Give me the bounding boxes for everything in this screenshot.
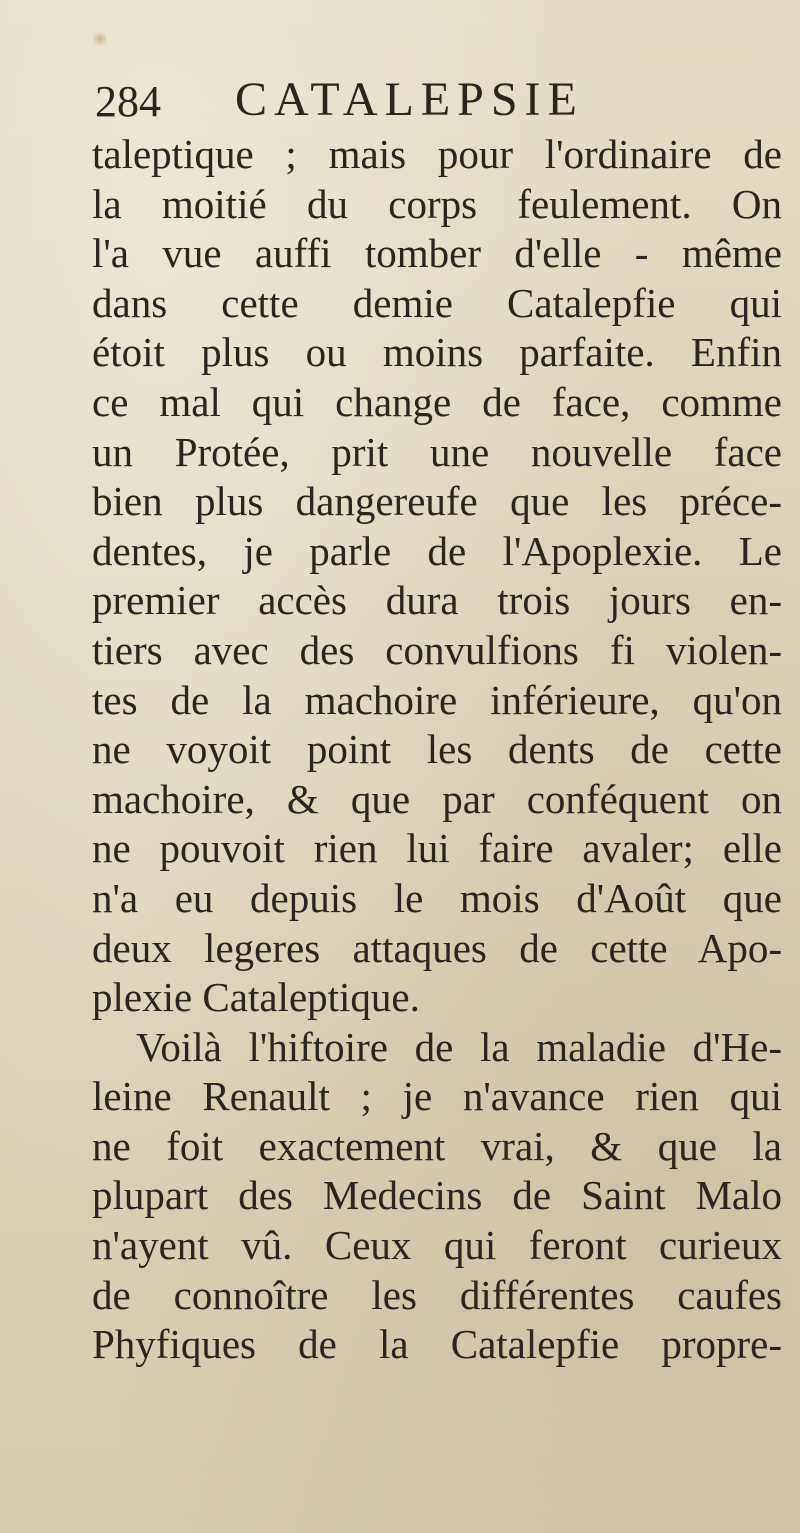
text-line: ce mal qui change de face, comme [92,378,782,425]
text-line: l'a vue auffi tomber d'elle - même [92,230,782,277]
text-line: dentes, je parle de l'Apoplexie. Le [92,527,782,574]
page-header [95,64,705,134]
text-line: taleptique ; mais pour l'ordinaire de [92,131,782,177]
text-line: plupart des Medecins de Saint Malo [92,1172,782,1219]
paper-stain [93,30,107,48]
text-line: tiers avec des convulfions fi violen- [92,626,782,673]
text-line: tes de la machoire inférieure, qu'on [92,676,782,723]
text-line-paragraph-start: Voilà l'hiftoire de la maladie d'He- [136,1023,782,1070]
text-line: bien plus dangereufe que les préce- [92,478,782,525]
text-line: un Protée, prit une nouvelle face [92,428,782,475]
page-number: 284 [95,77,161,126]
text-line: Phyfiques de la Catalepfie propre- [92,1321,782,1368]
running-title: CATALEPSIE [235,73,584,126]
text-line: n'ayent vû. Ceux qui feront curieux [92,1222,782,1269]
text-line: n'a eu depuis le mois d'Août que [92,874,782,921]
text-line-paragraph-end: plexie Cataleptique. [92,974,420,1021]
text-line: ne pouvoit rien lui faire avaler; elle [92,825,782,872]
body-text [92,130,782,1370]
text-line: de connoître les différentes caufes [92,1271,782,1318]
text-line: la moitié du corps feulement. On [92,180,782,227]
text-line: ne foit exactement vrai, & que la [92,1122,782,1169]
text-line: ne voyoit point les dents de cette [92,726,782,773]
text-line: machoire, & que par conféquent on [92,775,782,822]
text-line: leine Renault ; je n'avance rien qui [92,1073,782,1120]
text-line: premier accès dura trois jours en- [92,577,782,624]
text-line: deux legeres attaques de cette Apo- [92,924,782,971]
text-line: étoit plus ou moins parfaite. Enfin [92,329,782,376]
text-line: dans cette demie Catalepfie qui [92,279,782,326]
